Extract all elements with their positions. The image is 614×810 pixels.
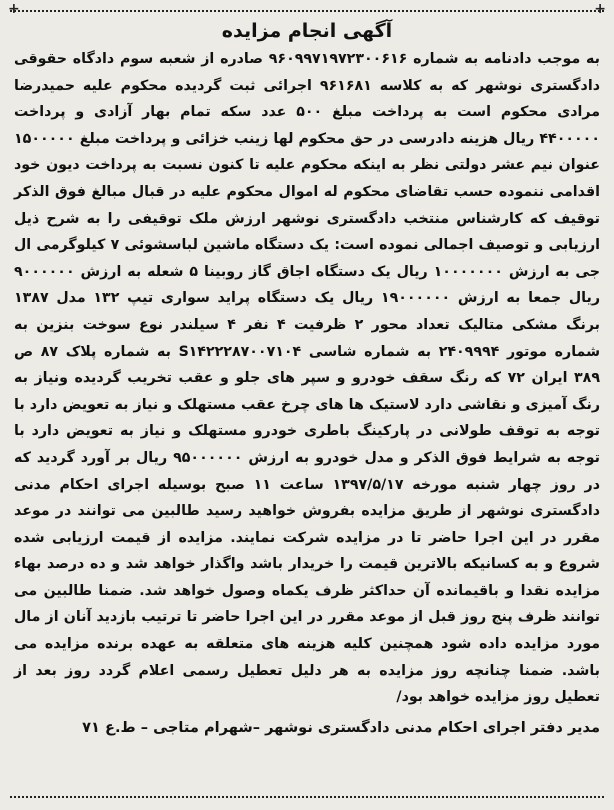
- notice-paragraph: به موجب دادنامه به شماره ۹۶۰۹۹۷۱۹۷۲۳۰۰۶۱۶ صادره از شعبه سوم دادگاه حقوقی دادگستری نوشهر که به کلاسه ۹۶۱۶۸۱ اجرائی ثبت گردیده محکوم علیه حمیدرضا مرادی محکوم است به پرداخت مبلغ ۵۰۰ عدد سکه تمام بهار آزادی و پرداخت ۴۴۰۰۰۰۰ ریال هزینه دادرسی در حق محکوم لها زینب خزائی و پرداخت مبلغ ۱۵۰۰۰۰۰ عنوان نیم عشر دولتی نظر به اینکه محکوم علیه تا کنون نسبت به پرداخت دیون خود اقدامی ننموده حسب تقاضای محکوم له اموال محکوم علیه در قبال مبالغ فوق الذکر توقیف که کارشناس منتخب دادگستری نوشهر ارزش ملک توقیفی را به شرح ذیل ارزیابی و توصیف اجمالی نموده است: یک دستگاه ماشین لباسشوئی ۷ کیلوگرمی ال جی به ارزش ۱۰۰۰۰۰۰۰ ریال یک دستگاه اجاق گاز روبینا ۵ شعله به ارزش ۹۰۰۰۰۰۰ ریال جمعا به ارزش ۱۹۰۰۰۰۰۰ ریال یک دستگاه پراید سواری تیپ ۱۳۲ مدل ۱۳۸۷ برنگ مشکی متالیک تعداد محور ۲ ظرفیت ۴ نفر ۴ سیلندر نوع سوخت بنزین به شماره موتور ۲۴۰۹۹۹۴ به شماره شاسی S۱۴۲۲۲۸۷۰۰۷۱۰۴ به شماره پلاک ۸۷ ص ۳۸۹ ایران ۷۲ که رنگ سقف خودرو و سپر های جلو و عقب تخریب گردیده ونیاز به رنگ آمیزی و نقاشی دارد لاستیک ها های چرخ عقب مستهلک و نیاز به تعویض دارد با توجه به توقف طولانی در پارکینگ باطری خودرو مستهلک و نیاز به تعویض دارد با توجه به شرایط فوق الذکر و مدل خودرو به ارزش ۹۵۰۰۰۰۰۰ ریال بر آورد گردید که در روز چهار شنبه مورخه ۱۳۹۷/۵/۱۷ ساعت ۱۱ صبح بوسیله اجرای احکام مدنی دادگستری نوشهر از طریق مزایده بفروش خواهید رسید طالبین می توانند در موعد مقرر در این اجرا حاضر تا در مزایده شرکت نمایند. مزایده از قیمت ارزیابی شده شروع و به کسانیکه بالاترین قیمت را خریدار باشد واگذار خواهد شد و ده درصد بهاء مزایده نقدا و باقیمانده آن حداکثر ظرف یکماه وصول خواهد شد. ضمنا طالبین می توانند ظرف پنج روز قبل از موعد مقرر در این اجرا حاضر تا ترتیب بازدید آنان از مال مورد مزایده داده شود همچنین کلیه هزینه های متعلقه به عهده برنده مزایده می باشد. ضمنا چنانچه روز مزایده به هر دلیل تعطیل رسمی اعلام گردد روز بعد از تعطیل روز مزایده خواهد بود/: [14, 51, 601, 706]
- bottom-border: [10, 790, 604, 804]
- notice-title: آگهی انجام مزایده: [221, 20, 393, 42]
- notice-body: [14, 46, 600, 711]
- top-border: [8, 1, 606, 18]
- notice-signature: مدیر دفتر اجرای احکام مدنی دادگستری نوشهر –شهرام متاجی – ط.ع ۷۱: [82, 718, 600, 736]
- corner-plus-icon: +: [594, 1, 606, 17]
- corner-plus-icon: +: [8, 1, 20, 17]
